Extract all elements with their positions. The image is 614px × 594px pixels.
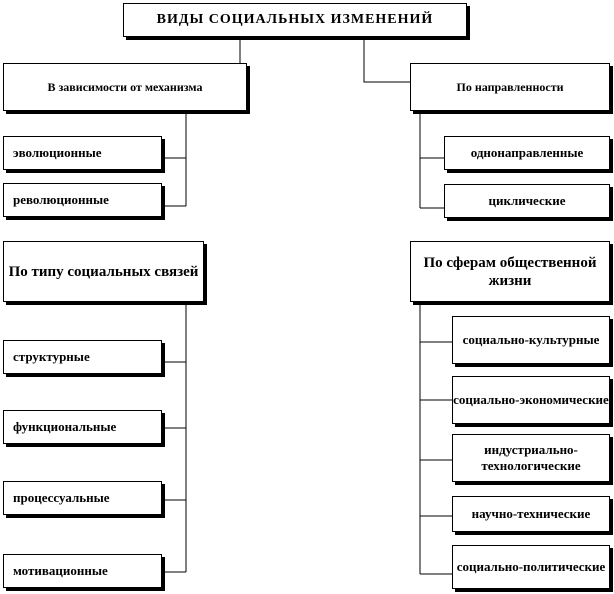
category-direction: По направленности <box>410 63 610 111</box>
item-cyclic: циклические <box>444 184 610 218</box>
category-social-ties: По типу социальных связей <box>3 241 204 302</box>
item-motivational: мотивационные <box>3 554 162 588</box>
item-revolutionary: революционные <box>3 183 162 217</box>
item-functional: функциональные <box>3 410 162 444</box>
item-sociopolitical: социально-политические <box>452 545 610 589</box>
item-socioeconomic: социально-экономические <box>452 376 610 424</box>
diagram-title: ВИДЫ СОЦИАЛЬНЫХ ИЗМЕНЕНИЙ <box>123 3 467 37</box>
item-processual: процессуальные <box>3 481 162 515</box>
item-evolutionary: эволюционные <box>3 136 162 170</box>
item-sociocultural: социально-культурные <box>452 316 610 364</box>
item-unidirectional: однонаправленные <box>444 136 610 170</box>
item-industrial-technological: индустриально-технологические <box>452 434 610 482</box>
category-mechanism: В зависимости от механизма <box>3 63 247 111</box>
item-scientific-technical: научно-технические <box>452 496 610 532</box>
category-spheres: По сферам общественной жизни <box>410 241 610 302</box>
item-structural: структурные <box>3 340 162 374</box>
connector-title-direction <box>364 38 410 82</box>
